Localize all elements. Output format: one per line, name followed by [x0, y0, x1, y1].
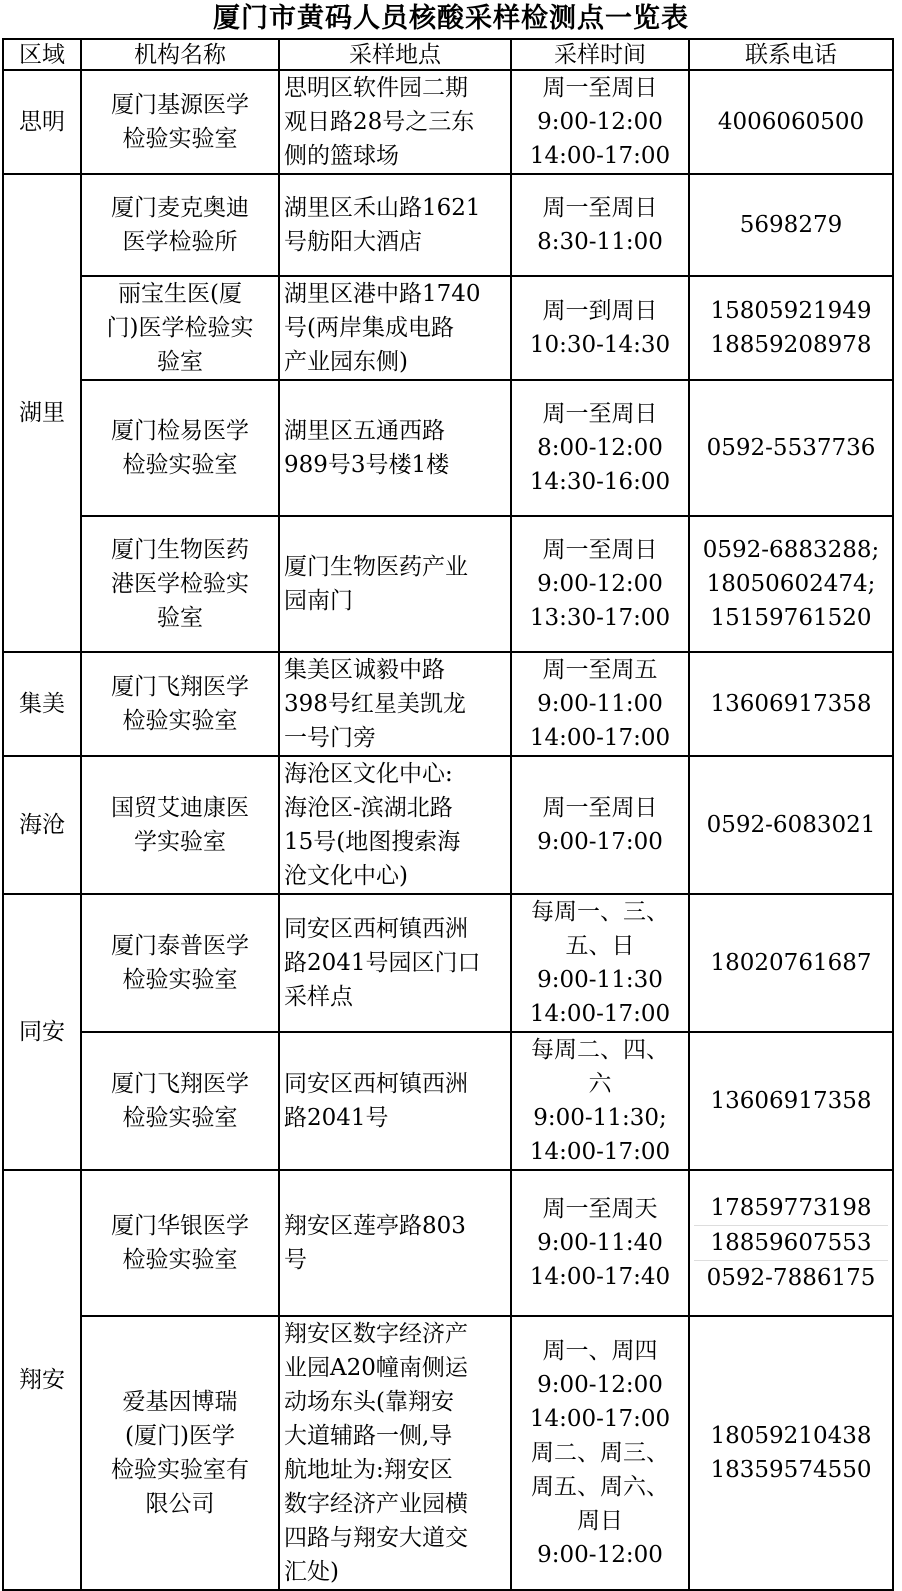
header-org: 机构名称 — [81, 39, 279, 70]
org-cell-line: 检验实验室 — [122, 452, 238, 478]
time-cell-line: 14:00-17:00 — [529, 143, 671, 169]
org-cell-line: 检验实验室 — [122, 1247, 238, 1273]
org-cell-line: 厦门检易医学 — [111, 418, 249, 444]
phone-number: 0592-7886175 — [694, 1260, 888, 1295]
phone-number: 0592-6083021 — [706, 812, 876, 838]
address-cell-line: 海沧区-滨湖北路 — [284, 795, 453, 821]
phone-number: 13606917358 — [710, 691, 872, 717]
phone-number: 18050602474; — [706, 571, 876, 597]
address-cell-line: 一号门旁 — [284, 725, 376, 751]
time-cell-line: 9:00-11:30; — [533, 1105, 667, 1131]
address-cell-line: 同安区西柯镇西洲 — [284, 1071, 468, 1097]
table-row — [3, 652, 893, 756]
time-cell-line: 8:00-12:00 — [537, 435, 663, 461]
table-body — [3, 70, 893, 1590]
address-cell-line: 同安区西柯镇西洲 — [284, 916, 468, 942]
time-cell-line: 14:00-17:00 — [529, 1406, 671, 1432]
address-cell — [279, 1032, 511, 1170]
time-cell-line: 五、日 — [565, 933, 635, 959]
org-cell-line: 厦门麦克奥迪 — [111, 195, 249, 221]
address-cell-line: 产业园东侧) — [284, 349, 408, 375]
time-cell — [511, 756, 689, 894]
address-cell-line: 湖里区港中路1740 — [284, 281, 481, 307]
address-cell-line: 路2041号园区门口 — [284, 950, 481, 976]
phone-cell — [689, 276, 893, 380]
phone-number: 18859607553 — [694, 1225, 888, 1260]
time-cell — [511, 652, 689, 756]
org-cell-line: 检验实验室 — [122, 126, 238, 152]
time-cell-line: 周一至周天 — [542, 1196, 658, 1222]
time-cell-line: 9:00-12:00 — [537, 1542, 663, 1568]
address-cell-line: 汇处) — [284, 1559, 339, 1585]
phone-cell — [689, 174, 893, 276]
address-cell-line: 采样点 — [284, 984, 353, 1010]
address-cell-line: 湖里区禾山路1621 — [284, 195, 481, 221]
org-cell-line: 检验实验室有 — [111, 1457, 249, 1483]
address-cell-line: 398号红星美凯龙 — [284, 691, 466, 717]
time-cell — [511, 516, 689, 652]
page-title: 厦门市黄码人员核酸采样检测点一览表 — [213, 3, 689, 34]
org-cell-line: 厦门飞翔医学 — [111, 1071, 249, 1097]
org-cell-line: 验室 — [157, 349, 203, 375]
address-cell-line: 号 — [284, 1247, 307, 1273]
phone-number: 18059210438 — [710, 1423, 872, 1449]
address-cell — [279, 174, 511, 276]
phone-number: 17859773198 — [710, 1195, 872, 1221]
org-cell — [81, 276, 279, 380]
phone-cell — [689, 516, 893, 652]
time-cell-line: 周一至周日 — [542, 537, 658, 563]
time-cell-line: 每周二、四、 — [531, 1037, 669, 1063]
header-address: 采样地点 — [279, 39, 511, 70]
time-cell — [511, 276, 689, 380]
address-cell-line: 989号3号楼1楼 — [284, 452, 450, 478]
time-cell-line: 周一、周四 — [542, 1338, 658, 1364]
phone-number: 0592-5537736 — [706, 435, 876, 461]
phone-cell — [689, 894, 893, 1032]
org-cell — [81, 652, 279, 756]
time-cell-line: 9:00-11:30 — [537, 967, 663, 993]
time-cell-line: 周五、周六、 — [531, 1474, 669, 1500]
district-cell: 海沧 — [3, 756, 81, 894]
org-cell-line: 检验实验室 — [122, 967, 238, 993]
phone-cell — [689, 1316, 893, 1590]
phone-cell — [689, 1170, 893, 1316]
time-cell-line: 14:00-17:00 — [529, 1139, 671, 1165]
time-cell — [511, 380, 689, 516]
district-cell: 同安 — [3, 894, 81, 1170]
address-cell-line: 翔安区数字经济产 — [284, 1321, 468, 1347]
phone-number: 5698279 — [739, 212, 843, 238]
org-cell-line: 检验实验室 — [122, 1105, 238, 1131]
org-cell-line: 厦门基源医学 — [111, 92, 249, 118]
time-cell-line: 9:00-17:00 — [537, 829, 663, 855]
table-row — [3, 1316, 893, 1590]
address-cell-line: 动场东头(靠翔安 — [284, 1389, 454, 1415]
table-row — [3, 70, 893, 174]
phone-number: 18020761687 — [710, 950, 872, 976]
table-row — [3, 756, 893, 894]
table-row — [3, 174, 893, 276]
time-cell-line: 13:30-17:00 — [529, 605, 671, 631]
header-row — [3, 39, 893, 70]
time-cell-line: 周一至周日 — [542, 195, 658, 221]
table-row — [3, 1170, 893, 1316]
time-cell-line: 周一至周日 — [542, 75, 658, 101]
address-cell-line: 翔安区莲亭路803 — [284, 1213, 466, 1239]
org-cell-line: 厦门泰普医学 — [111, 933, 249, 959]
testing-sites-table — [2, 38, 894, 1591]
org-cell-line: 国贸艾迪康医 — [111, 795, 249, 821]
phone-number: 15159761520 — [710, 605, 872, 631]
header-phone: 联系电话 — [689, 39, 893, 70]
time-cell-line: 9:00-11:00 — [537, 691, 663, 717]
time-cell-line: 14:00-17:40 — [529, 1264, 671, 1290]
address-cell-line: 业园A20幢南侧运 — [284, 1355, 468, 1381]
address-cell — [279, 652, 511, 756]
org-cell-line: 检验实验室 — [122, 708, 238, 734]
address-cell-line: 思明区软件园二期 — [284, 75, 468, 101]
time-cell-line: 周一至周日 — [542, 795, 658, 821]
address-cell-line: 海沧区文化中心: — [284, 761, 453, 787]
address-cell-line: 数字经济产业园横 — [284, 1491, 468, 1517]
org-cell-line: 丽宝生医(厦 — [118, 281, 242, 307]
phone-cell — [689, 652, 893, 756]
org-cell-line: 验室 — [157, 605, 203, 631]
org-cell-line: 爱基因博瑞 — [122, 1389, 238, 1415]
time-cell-line: 周一至周日 — [542, 401, 658, 427]
address-cell-line: 沧文化中心) — [284, 863, 408, 889]
address-cell — [279, 756, 511, 894]
org-cell-line: 医学检验所 — [122, 229, 238, 255]
header-time: 采样时间 — [511, 39, 689, 70]
header-district: 区域 — [3, 39, 81, 70]
phone-number: 18859208978 — [710, 332, 872, 358]
time-cell-line: 9:00-12:00 — [537, 109, 663, 135]
phone-cell — [689, 756, 893, 894]
phone-number: 4006060500 — [717, 109, 865, 135]
time-cell-line: 周日 — [577, 1508, 623, 1534]
phone-cell — [689, 70, 893, 174]
district-cell: 湖里 — [3, 174, 81, 652]
time-cell-line: 10:30-14:30 — [529, 332, 671, 358]
address-cell — [279, 380, 511, 516]
address-cell-line: 湖里区五通西路 — [284, 418, 445, 444]
phone-number: 18359574550 — [710, 1457, 872, 1483]
table-row — [3, 894, 893, 1032]
time-cell-line: 14:30-16:00 — [529, 469, 671, 495]
address-cell — [279, 894, 511, 1032]
address-cell-line: 观日路28号之三东 — [284, 109, 475, 135]
org-cell — [81, 1032, 279, 1170]
phone-cell — [689, 1032, 893, 1170]
time-cell — [511, 174, 689, 276]
table-row — [3, 380, 893, 516]
address-cell — [279, 1170, 511, 1316]
address-cell-line: 侧的篮球场 — [284, 143, 399, 169]
time-cell — [511, 1316, 689, 1590]
address-cell-line: 号(两岸集成电路 — [284, 315, 454, 341]
phone-number: 13606917358 — [710, 1088, 872, 1114]
time-cell-line: 周二、周三、 — [531, 1440, 669, 1466]
org-cell-line: 限公司 — [145, 1491, 215, 1517]
org-cell-line: 厦门飞翔医学 — [111, 674, 249, 700]
address-cell — [279, 1316, 511, 1590]
phone-number: 0592-6883288; — [702, 537, 880, 563]
org-cell — [81, 894, 279, 1032]
address-cell — [279, 276, 511, 380]
org-cell-line: 厦门生物医药 — [111, 537, 249, 563]
time-cell — [511, 70, 689, 174]
table-row — [3, 1032, 893, 1170]
org-cell — [81, 70, 279, 174]
address-cell — [279, 70, 511, 174]
phone-number: 15805921949 — [710, 298, 872, 324]
org-cell — [81, 1170, 279, 1316]
org-cell-line: 港医学检验实 — [111, 571, 249, 597]
address-cell-line: 路2041号 — [284, 1105, 389, 1131]
org-cell — [81, 1316, 279, 1590]
table-row — [3, 276, 893, 380]
time-cell — [511, 1170, 689, 1316]
org-cell-line: 学实验室 — [134, 829, 226, 855]
address-cell-line: 号舫阳大酒店 — [284, 229, 422, 255]
address-cell — [279, 516, 511, 652]
address-cell-line: 航地址为:翔安区 — [284, 1457, 453, 1483]
time-cell-line: 14:00-17:00 — [529, 1001, 671, 1027]
time-cell-line: 9:00-11:40 — [537, 1230, 663, 1256]
district-cell: 思明 — [3, 70, 81, 174]
address-cell-line: 集美区诚毅中路 — [284, 657, 445, 683]
time-cell-line: 每周一、三、 — [531, 899, 669, 925]
time-cell-line: 14:00-17:00 — [529, 725, 671, 751]
org-cell-line: 厦门华银医学 — [111, 1213, 249, 1239]
org-cell — [81, 756, 279, 894]
time-cell-line: 周一至周五 — [542, 657, 658, 683]
org-cell — [81, 174, 279, 276]
district-cell: 集美 — [3, 652, 81, 756]
org-cell-line: (厦门)医学 — [125, 1423, 235, 1449]
address-cell-line: 大道辅路一侧,导 — [284, 1423, 453, 1449]
phone-cell — [689, 380, 893, 516]
time-cell — [511, 894, 689, 1032]
time-cell-line: 9:00-12:00 — [537, 1372, 663, 1398]
org-cell — [81, 380, 279, 516]
time-cell — [511, 1032, 689, 1170]
address-cell-line: 园南门 — [284, 588, 353, 614]
address-cell-line: 15号(地图搜索海 — [284, 829, 461, 855]
district-cell: 翔安 — [3, 1170, 81, 1590]
address-cell-line: 厦门生物医药产业 — [284, 554, 468, 580]
time-cell-line: 六 — [588, 1071, 612, 1097]
time-cell-line: 8:30-11:00 — [537, 229, 663, 255]
table-row — [3, 516, 893, 652]
time-cell-line: 周一到周日 — [542, 298, 658, 324]
org-cell-line: 门)医学检验实 — [106, 315, 254, 341]
time-cell-line: 9:00-12:00 — [537, 571, 663, 597]
org-cell — [81, 516, 279, 652]
address-cell-line: 四路与翔安大道交 — [284, 1525, 468, 1551]
